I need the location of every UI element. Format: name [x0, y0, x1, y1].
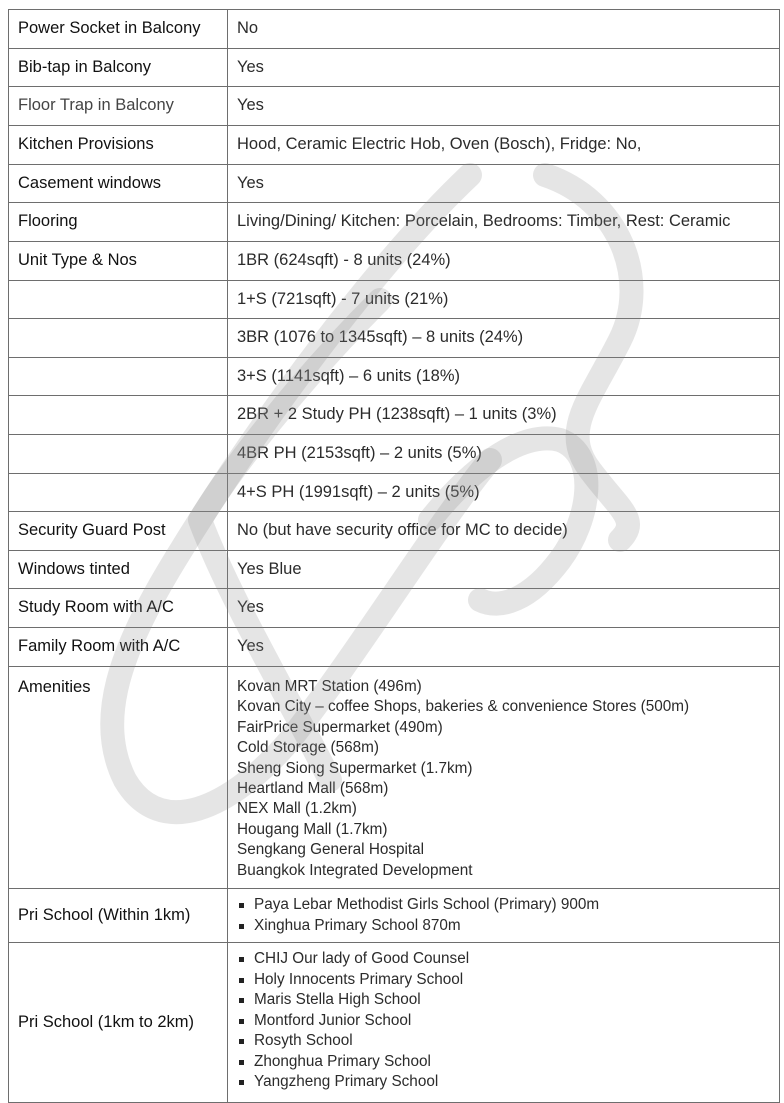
row-value: Hood, Ceramic Electric Hob, Oven (Bosch), Fridge: No,	[228, 126, 780, 165]
pri-school-within-1km-label: Pri School (Within 1km)	[9, 889, 228, 943]
row-label	[9, 358, 228, 396]
row-value: Yes	[228, 628, 780, 667]
row-label: Flooring	[9, 203, 228, 242]
school-item: Montford Junior School	[237, 1011, 770, 1032]
row-value: Yes	[228, 589, 780, 628]
amenity-item: FairPrice Supermarket (490m)	[237, 718, 443, 736]
table-row	[9, 87, 780, 126]
table-row	[9, 126, 780, 165]
row-label: Casement windows	[9, 165, 228, 203]
amenity-item: Sheng Siong Supermarket (1.7km)	[237, 759, 473, 777]
amenity-item: Cold Storage (568m)	[237, 739, 379, 757]
table-row	[9, 628, 780, 667]
row-value: 4+S PH (1991sqft) – 2 units (5%)	[228, 474, 780, 512]
school-item: Paya Lebar Methodist Girls School (Primary) 900m	[237, 895, 770, 916]
row-label: Kitchen Provisions	[9, 126, 228, 165]
table-row	[9, 319, 780, 358]
amenities-label: Amenities	[9, 667, 228, 889]
pri-school-within-1km-row	[9, 889, 780, 943]
amenity-item: Heartland Mall (568m)	[237, 780, 389, 798]
row-label: Bib-tap in Balcony	[9, 49, 228, 87]
property-details-table	[8, 9, 780, 1103]
amenity-item: Kovan MRT Station (496m)	[237, 678, 422, 695]
school-item: Zhonghua Primary School	[237, 1052, 770, 1073]
pri-school-1-to-2km-row	[9, 943, 780, 1103]
table-row	[9, 474, 780, 512]
table-row	[9, 165, 780, 203]
amenity-item: Buangkok Integrated Development	[237, 861, 473, 879]
row-value: 3+S (1141sqft) – 6 units (18%)	[228, 358, 780, 396]
table-row	[9, 242, 780, 281]
row-value: Yes Blue	[228, 551, 780, 589]
pri-school-1-to-2km-list	[228, 943, 780, 1103]
table-row	[9, 49, 780, 87]
row-label	[9, 319, 228, 358]
school-item: Rosyth School	[237, 1031, 770, 1052]
amenity-item: Sengkang General Hospital	[237, 841, 425, 859]
row-value: 2BR + 2 Study PH (1238sqft) – 1 units (3%)	[228, 396, 780, 435]
row-value: 3BR (1076 to 1345sqft) – 8 units (24%)	[228, 319, 780, 358]
table-row	[9, 358, 780, 396]
row-value: No (but have security office for MC to decide)	[228, 512, 780, 551]
school-item: Holy Innocents Primary School	[237, 970, 770, 991]
row-label: Power Socket in Balcony	[9, 10, 228, 49]
table-row	[9, 435, 780, 474]
row-value: No	[228, 10, 780, 49]
table-row	[9, 203, 780, 242]
row-value: Living/Dining/ Kitchen: Porcelain, Bedrooms: Timber, Rest: Ceramic	[228, 203, 780, 242]
table-row	[9, 551, 780, 589]
school-item: Yangzheng Primary School	[237, 1072, 770, 1093]
table-row	[9, 396, 780, 435]
pri-school-within-1km-list	[228, 889, 780, 943]
row-value: Yes	[228, 49, 780, 87]
amenities-list	[228, 667, 780, 889]
table-row	[9, 281, 780, 319]
row-label: Windows tinted	[9, 551, 228, 589]
row-label	[9, 474, 228, 512]
school-item: CHIJ Our lady of Good Counsel	[237, 949, 770, 970]
row-label	[9, 396, 228, 435]
school-item: Maris Stella High School	[237, 990, 770, 1011]
row-label: Floor Trap in Balcony	[9, 87, 228, 126]
row-label	[9, 435, 228, 474]
school-item: Xinghua Primary School 870m	[237, 916, 770, 937]
row-label: Unit Type & Nos	[9, 242, 228, 281]
table-row	[9, 589, 780, 628]
row-value: 1BR (624sqft) - 8 units (24%)	[228, 242, 780, 281]
row-value: Yes	[228, 87, 780, 126]
table-row	[9, 10, 780, 49]
amenities-row	[9, 667, 780, 889]
pri-school-1-to-2km-label: Pri School (1km to 2km)	[9, 943, 228, 1103]
amenity-item: NEX Mall (1.2km)	[237, 800, 357, 818]
row-label: Security Guard Post	[9, 512, 228, 551]
row-value: 1+S (721sqft) - 7 units (21%)	[228, 281, 780, 319]
table-row	[9, 512, 780, 551]
row-value: Yes	[228, 165, 780, 203]
amenity-item: Hougang Mall (1.7km)	[237, 820, 388, 838]
row-label: Study Room with A/C	[9, 589, 228, 628]
row-value: 4BR PH (2153sqft) – 2 units (5%)	[228, 435, 780, 474]
row-label: Family Room with A/C	[9, 628, 228, 667]
amenity-item: Kovan City – coffee Shops, bakeries & convenience Stores (500m)	[237, 698, 690, 716]
row-label	[9, 281, 228, 319]
